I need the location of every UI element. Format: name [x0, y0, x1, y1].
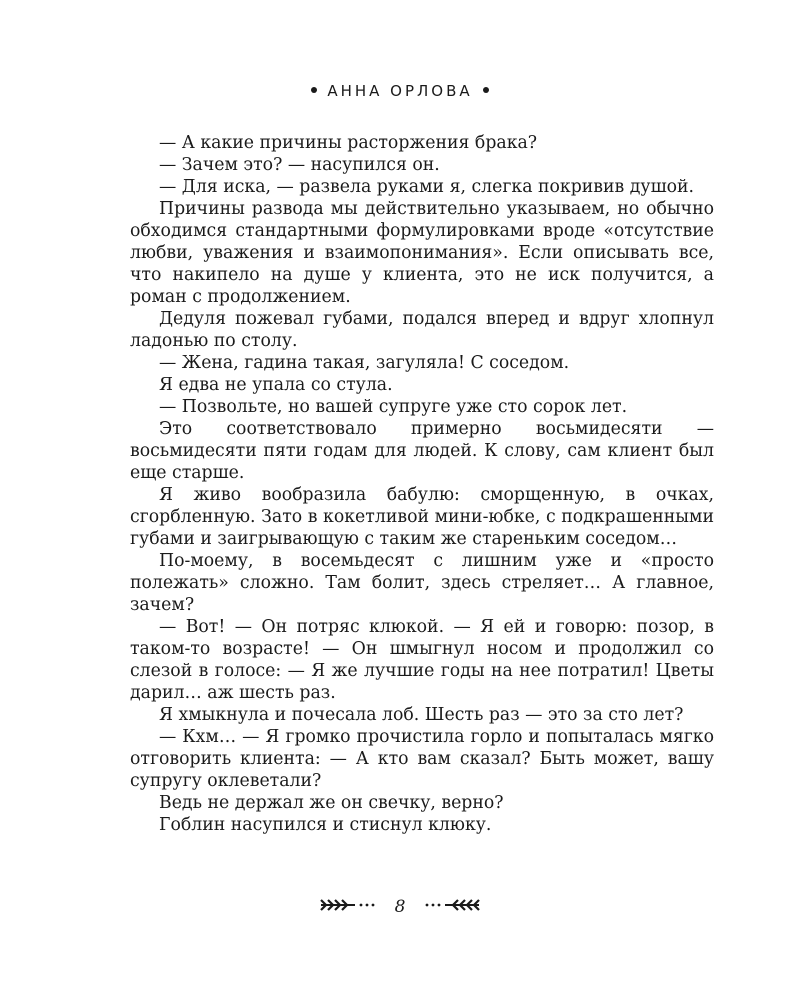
paragraph: — А какие причины расторжения брака?	[159, 133, 538, 153]
bullet-icon	[311, 87, 317, 93]
arrow-fletching-right-icon	[417, 897, 481, 917]
paragraph: — Кхм… — Я громко прочистила горло и попыталась мягко отговорить клиента: — А кто вам сказал? Быть может, вашу супругу оклеветали?	[130, 727, 714, 791]
paragraph: Ведь не держал же он свечку, верно?	[159, 793, 504, 813]
paragraph: Причины развода мы действительно указываем, но обычно обходимся стандартными формулировками вроде «отсутствие любви, уважения и взаимопонимания». Если описывать все, что накипело на душе у клиента, это не иск получится, а роман с продолжением.	[130, 199, 714, 307]
paragraph: — Вот! — Он потряс клюкой. — Я ей и говорю: позор, в таком-то возрасте! — Он шмыгнул носом и продолжил со слезой в голосе: — Я же лучшие годы на нее потратил! Цветы дарил… аж шесть раз.	[130, 617, 714, 703]
paragraph: По-моему, в восемьдесят с лишним уже и «просто полежать» сложно. Там болит, здесь стреляет… А главное, зачем?	[130, 551, 714, 615]
paragraph: — Позвольте, но вашей супруге уже сто сорок лет.	[159, 397, 628, 417]
page-number: 8	[394, 896, 406, 917]
paragraph: — Жена, гадина такая, загуляла! С соседом.	[159, 353, 570, 373]
paragraph: — Зачем это? — насупился он.	[159, 155, 440, 175]
paragraph: Дедуля пожевал губами, подался вперед и вдруг хлопнул ладонью по столу.	[130, 309, 714, 351]
page-footer	[0, 896, 800, 917]
bullet-icon	[483, 87, 489, 93]
paragraph: Это соответствовало примерно восьмидесяти — восьмидесяти пяти годам для людей. К слову, сам клиент был еще старше.	[130, 419, 714, 483]
paragraph: Гоблин насупился и стиснул клюку.	[159, 815, 492, 835]
body-text	[130, 132, 714, 836]
paragraph: Я хмыкнула и почесала лоб. Шесть раз — это за сто лет?	[159, 705, 684, 725]
author-name: АННА ОРЛОВА	[327, 82, 473, 100]
paragraph: — Для иска, — развела руками я, слегка покривив душой.	[159, 177, 695, 197]
paragraph: Я едва не упала со стула.	[159, 375, 393, 395]
arrow-fletching-left-icon	[319, 897, 383, 917]
running-header	[0, 82, 800, 100]
paragraph: Я живо вообразила бабулю: сморщенную, в очках, сгорбленную. Зато в кокетливой мини-юбке, с подкрашенными губами и заигрывающую с таким же стареньким соседом…	[130, 485, 714, 549]
